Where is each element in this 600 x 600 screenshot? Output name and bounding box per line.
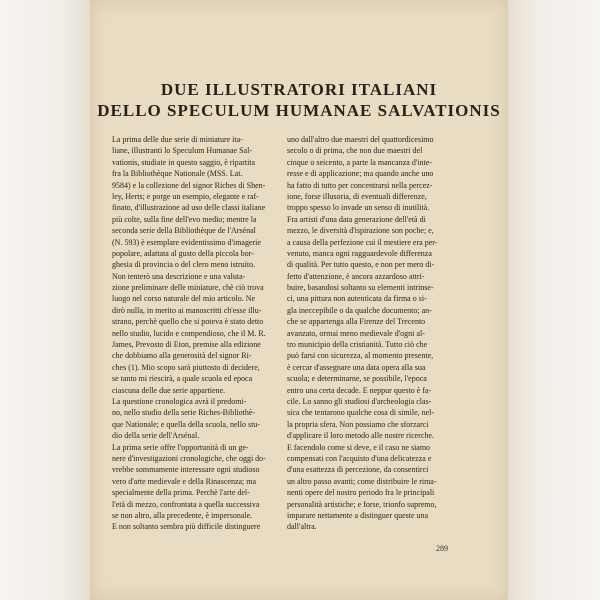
text-line: E non soltanto sembra più difficile distinguere	[112, 522, 261, 532]
text-line: uno dall'altro due maestri del quattordicesimo	[287, 135, 434, 144]
text-line: ches (1). Mio scopo sarà piuttosto di decidere,	[112, 362, 260, 372]
text-line: ione, forse illusoria, di eventuali differenze,	[287, 191, 427, 201]
text-line: nere d'investigazioni cronologiche, che oggi do-	[112, 453, 266, 463]
text-line: dirò nulla, in merito ai manoscritti ch'esse illu-	[112, 305, 262, 315]
text-line: finato, d'illustrazione ad uso delle classi italiane	[112, 203, 266, 213]
text-line: (N. 593) è esemplare evidentissimo d'imagerie	[112, 237, 261, 247]
text-line: ha fatto di tutto per concentrarsi nella percez-	[287, 180, 433, 190]
text-line: vationis, studiate in questo saggio, è ripartita	[112, 157, 256, 167]
left-margin-background	[0, 0, 90, 600]
text-line: La prima serie offre l'opportunità di un ge-	[112, 442, 249, 452]
text-line: Non tenterò una descrizione e una valuta-	[112, 271, 246, 281]
text-line: popolare, adattata al gusto della piccola bor-	[112, 248, 254, 258]
text-line: se non altro, alla precedente, è impersonale.	[112, 510, 253, 520]
text-line: tro municipio della cristianità. Tutto ciò che	[287, 340, 428, 350]
text-line: sica che tentarono qualche cosa di simile, nel-	[287, 408, 435, 418]
text-line: se tanto mi riescirà, a quale scuola ed epoca	[112, 374, 253, 384]
text-line: è cercar d'assegnare una data opera alla sua	[287, 362, 426, 372]
text-line: buire, basandosi soltanto su elementi intrinse-	[287, 283, 434, 293]
text-line: resse e di applicazione; ma quando anche uno	[287, 169, 434, 179]
text-line: la propria sfera. Non possiamo che sforzarci	[287, 419, 429, 429]
text-line: secolo o di prima, che non due maestri del	[287, 146, 423, 156]
title-line-1: DUE ILLUSTRATORI ITALIANI	[160, 80, 438, 99]
text-line: di qualità. Per tutto questo, e non per mero di-	[287, 260, 435, 270]
text-line: liane, illustranti lo Speculum Humanae Sal-	[112, 146, 252, 156]
text-line: fra la Bibliothèque Nationale (MSS. Lat.	[112, 169, 243, 179]
text-line: ciascuna delle due serie appartiene.	[112, 385, 226, 395]
text-line: può farsi con sicurezza, al momento presente,	[287, 351, 434, 361]
text-line: cile. Lo sanno gli studiosi d'archeologia clas-	[287, 396, 432, 406]
text-line: che se appartenga alla Firenze del Trecento	[287, 317, 426, 327]
text-line: a causa della perfezione cui il mestiere era per-	[287, 237, 438, 247]
text-line: ci, una pittura non autenticata da firma o si-	[287, 294, 427, 304]
text-line: nello studio, lucido e compendioso, che il M. R.	[112, 328, 266, 338]
text-line: entro una certa decade. E neppur questo è fa-	[287, 385, 432, 395]
text-line: seconda serie della Bibliothèque de l'Arsénal	[112, 226, 256, 236]
text-line: vrebbe sommamente interessare ogni studioso	[112, 465, 260, 475]
text-line: 9584) e la collezione del signor Riches di Shen-	[112, 180, 266, 190]
text-line: ghesia di provincia o del clero meno istruito.	[112, 260, 256, 270]
title-line-2: DELLO SPECULUM HUMANAE SALVATIONIS	[97, 101, 501, 120]
text-line: E facendolo come si deve, e il caso ne siamo	[287, 442, 431, 452]
text-line: dall'altra.	[287, 522, 317, 532]
text-line: cinque o seicento, a parte la mancanza d'inte-	[287, 157, 432, 167]
text-line: specialmente della prima. Perchè l'arte del-	[112, 488, 250, 498]
text-line: mezzo, le diversità d'ispirazione son poche; e,	[287, 226, 434, 236]
right-text-column	[287, 134, 471, 533]
text-line: scuola; e determinarne, se possibile, l'epoca	[287, 374, 427, 384]
text-line: gla ineccepibile o da qualche documento; an-	[287, 305, 432, 315]
text-line: troppo spesso lo invade un senso di inutilità.	[287, 203, 430, 213]
text-line: que Nationale; e quella della scuola, nello stu-	[112, 419, 260, 429]
right-margin-background	[508, 0, 600, 600]
text-line: imparare nettamente a distinguer queste una	[287, 510, 429, 520]
text-line: vero d'arte medievale e della Rinascenza; ma	[112, 476, 257, 486]
text-line: James, Prevosto di Eton, premise alla edizione	[112, 340, 261, 350]
text-line: nenti opere del nostro periodo fra le principali	[287, 488, 435, 498]
text-line: strano, perchè quello che si poteva è stato detto	[112, 317, 264, 327]
text-line: personalità artistiche; e forse, trionfo supremo,	[287, 499, 437, 509]
text-line: che dobbiamo alla generosità del signor Ri-	[112, 351, 252, 361]
text-line: d'applicare il loro metodo alle nostre ricerche.	[287, 431, 434, 441]
text-line: ley, Herts; e porge un esempio, elegante e raf-	[112, 191, 259, 201]
text-line: avanzato, ormai meno medievale d'ogni al-	[287, 328, 425, 338]
text-line: La prima delle due serie di miniature ita-	[112, 135, 243, 144]
left-text-column	[112, 134, 296, 533]
text-line: luogo nel corso naturale del mio articolo. Ne	[112, 294, 256, 304]
page-number: 289	[436, 544, 448, 553]
text-line: zione preliminare delle miniature, chè ciò trova	[112, 283, 264, 293]
text-line: Fra artisti d'una data generazione dell'età di	[287, 214, 426, 224]
text-line: compensati con l'acquisto d'una delicatezza e	[287, 453, 432, 463]
text-line: dio della serie dell'Arsénal.	[112, 431, 200, 441]
text-line: no, nello studio della serie Riches-Bibliothè-	[112, 408, 256, 418]
scanned-page	[90, 0, 508, 600]
text-line: un altro passo avanti; come distribuire le rima-	[287, 476, 437, 486]
text-line: fetto d'attenzione, è ancora azzardoso attri-	[287, 271, 425, 281]
text-line: l'età di mezzo, confrontata a quella successiva	[112, 499, 260, 509]
text-line: d'una esattezza di percezione, da consentirci	[287, 465, 429, 475]
text-line: La questione cronologica avrà il predomi-	[112, 396, 247, 406]
text-line: venuto, manca ogni ragguardevole differenza	[287, 248, 432, 258]
text-line: più colte, sulla fine dell'evo medio; mentre la	[112, 214, 257, 224]
